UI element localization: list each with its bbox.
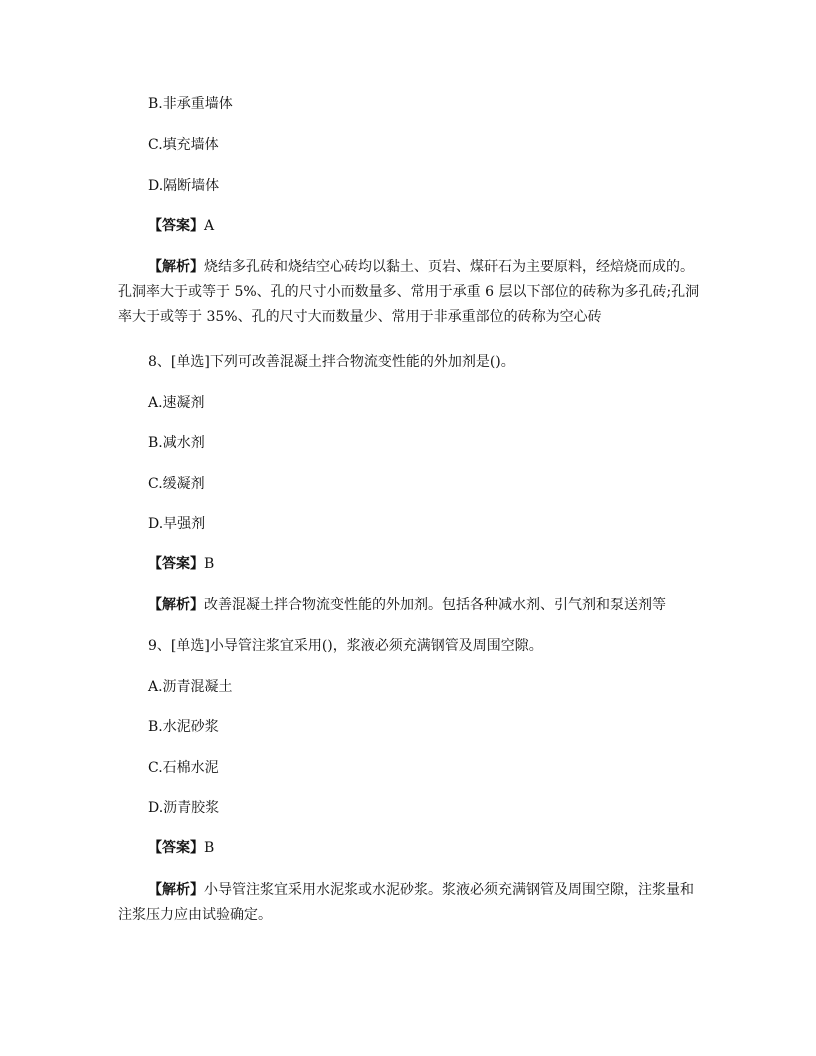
analysis-text: 烧结多孔砖和烧结空心砖均以黏土、页岩、煤矸石为主要原料，经焙烧而成的。孔洞率大于或等于 5%、孔的尺寸小而数量多、常用于承重 6 层以下部位的砖称为多孔砖;孔洞率大于或等于 35%、孔的尺寸大而数量少、常用于非承重部位的砖称为空心砖 [118, 259, 700, 325]
q9-option-b: B.水泥砂浆 [148, 719, 219, 735]
q9-answer [148, 838, 214, 858]
q7-option-d: D.隔断墙体 [148, 178, 220, 194]
q9-question: 9、[单选]小导管注浆宜采用()，浆液必须充满钢管及周围空隙。 [148, 638, 543, 654]
analysis-label: 【解析】 [148, 597, 204, 613]
q8-option-d: D.早强剂 [148, 516, 206, 532]
analysis-text: 改善混凝土拌合物流变性能的外加剂。包括各种减水剂、引气剂和泵送剂等 [204, 597, 666, 613]
q8-question: 8、[单选]下列可改善混凝土拌合物流变性能的外加剂是()。 [148, 354, 515, 370]
q8-option-a: A.速凝剂 [148, 395, 205, 411]
answer-value: B [204, 840, 215, 856]
analysis-text: 小导管注浆宜采用水泥浆或水泥砂浆。浆液必须充满钢管及周围空隙，注浆量和注浆压力应由试验确定。 [118, 882, 694, 923]
q8-option-c: C.缓凝剂 [148, 476, 205, 492]
answer-label: 【答案】 [148, 556, 204, 572]
q8-answer [148, 554, 214, 574]
q7-analysis [118, 255, 703, 330]
analysis-label: 【解析】 [148, 259, 204, 275]
analysis-label: 【解析】 [148, 882, 204, 898]
q9-analysis [118, 878, 703, 928]
answer-value: A [204, 218, 215, 234]
q7-option-c: C.填充墙体 [148, 137, 219, 153]
q8-option-b: B.减水剂 [148, 435, 205, 451]
q9-option-d: D.沥青胶浆 [148, 800, 220, 816]
answer-label: 【答案】 [148, 218, 204, 234]
q7-answer [148, 216, 214, 236]
q9-option-a: A.沥青混凝土 [148, 679, 233, 695]
answer-value: B [204, 556, 215, 572]
answer-label: 【答案】 [148, 840, 204, 856]
q7-option-b: B.非承重墙体 [148, 96, 233, 112]
q9-option-c: C.石棉水泥 [148, 760, 219, 776]
q8-analysis [148, 595, 666, 615]
